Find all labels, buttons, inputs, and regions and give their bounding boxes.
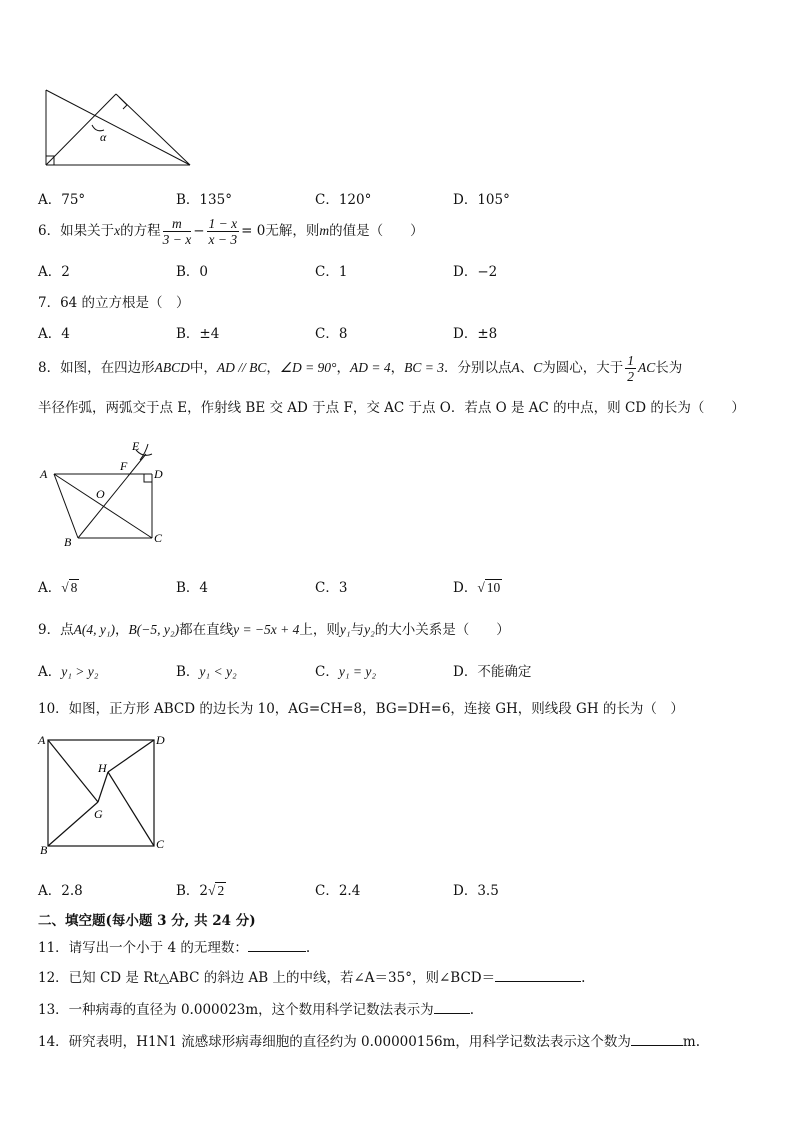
- q7-stem: 7．64 的立方根是（ ）: [38, 295, 190, 311]
- q5-figure: [40, 84, 200, 170]
- q5-option-b: B．135°: [176, 192, 232, 208]
- q10-option-a: A．2.8: [38, 883, 83, 899]
- q6-fraction-2: $\frac{1 - x}{x - 3}$: [208, 216, 238, 247]
- q6-option-b: B．0: [176, 264, 209, 280]
- q12: 12．已知 CD 是 Rt△ABC 的斜边 AB 上的中线，若∠A＝35°，则∠BCD＝ .: [38, 970, 586, 986]
- q8-stem-line2: 半径作弧，两弧交于点 E，作射线 BE 交 AD 于点 F，交 AC 于点 O．若点 O 是 AC 的中点，则 CD 的长为（ ）: [38, 400, 745, 416]
- q9-option-d: D．不能确定: [453, 664, 532, 680]
- q10-label-h: H: [98, 761, 107, 775]
- q14: 14．研究表明，H1N1 流感球形病毒细胞的直径约为 0.00000156m，用科学记数法表示这个数为 m.: [38, 1034, 701, 1050]
- q5-option-d: D．105°: [453, 192, 510, 208]
- q10-label-c: C: [156, 837, 165, 851]
- q6-option-d: D．−2: [453, 264, 498, 280]
- q7-option-a: A．4: [38, 326, 70, 342]
- q10-label-g: G: [94, 807, 103, 821]
- q8-half-fraction: $\frac{1}{2}$: [627, 353, 634, 384]
- q8-label-f: F: [120, 459, 128, 473]
- q8-label-b: B: [64, 535, 72, 549]
- q8-option-c: C．3: [315, 580, 348, 596]
- q8-stem-line1: 8．如图，在四边形ABCD中，AD // BC，∠D = 90°，AD = 4，BC = 3．分别以点A、C为圆心，大于 $\frac{1}{2}$ AC长为: [38, 353, 683, 384]
- q6-stem: 6．如果关于x的方程 $\frac{m}{3 - x}$ − $\frac{1 - x}{x - 3}$ = 0无解，则m的值是（ ）: [38, 216, 424, 247]
- q8-label-a: A: [40, 467, 48, 481]
- q5-alpha-label: α: [100, 130, 107, 144]
- q8-figure: [36, 436, 176, 552]
- q9-stem: 9．点A(4, y₁)，B(−5, y₂)都在直线y = −5x + 4上，则y₁与y₂的大小关系是（ ）: [38, 622, 510, 638]
- q8-label-d: D: [154, 467, 163, 481]
- q10-figure: [34, 730, 174, 858]
- q10-label-d: D: [156, 733, 165, 747]
- q8-label-c: C: [154, 531, 163, 545]
- q9-option-a: A．y₁ > y₂: [38, 664, 99, 680]
- section-2-title: 二、填空题(每小题 3 分, 共 24 分): [38, 913, 256, 929]
- q10-option-b: B．2√ 2: [176, 883, 225, 899]
- q8-label-e: E: [132, 439, 140, 453]
- q8-option-a: A．√ 8: [38, 580, 78, 596]
- q6-option-c: C．1: [315, 264, 348, 280]
- q13: 13．一种病毒的直径为 0.000023m，这个数用科学记数法表示为 .: [38, 1002, 474, 1018]
- q5-option-c: C．120°: [315, 192, 372, 208]
- q10-option-c: C．2.4: [315, 883, 361, 899]
- q10-stem: 10．如图，正方形 ABCD 的边长为 10，AG=CH=8，BG=DH=6，连接 GH，则线段 GH 的长为（ ）: [38, 701, 684, 717]
- q5-option-a: A．75°: [38, 192, 86, 208]
- q8-option-d: D．√ 10: [453, 580, 501, 596]
- q11: 11．请写出一个小于 4 的无理数： .: [38, 940, 311, 956]
- q8-label-o: O: [96, 487, 105, 501]
- q10-label-a: A: [38, 733, 46, 747]
- q7-option-d: D．±8: [453, 326, 498, 342]
- q7-option-c: C．8: [315, 326, 348, 342]
- q6-option-a: A．2: [38, 264, 70, 280]
- q8-option-b: B．4: [176, 580, 209, 596]
- q10-label-b: B: [40, 843, 48, 857]
- q6-fraction-1: $\frac{m}{3 - x}$: [162, 216, 192, 247]
- q9-option-c: C．y₁ = y₂: [315, 664, 377, 680]
- q7-option-b: B．±4: [176, 326, 220, 342]
- q10-option-d: D．3.5: [453, 883, 499, 899]
- q9-option-b: B．y₁ < y₂: [176, 664, 237, 680]
